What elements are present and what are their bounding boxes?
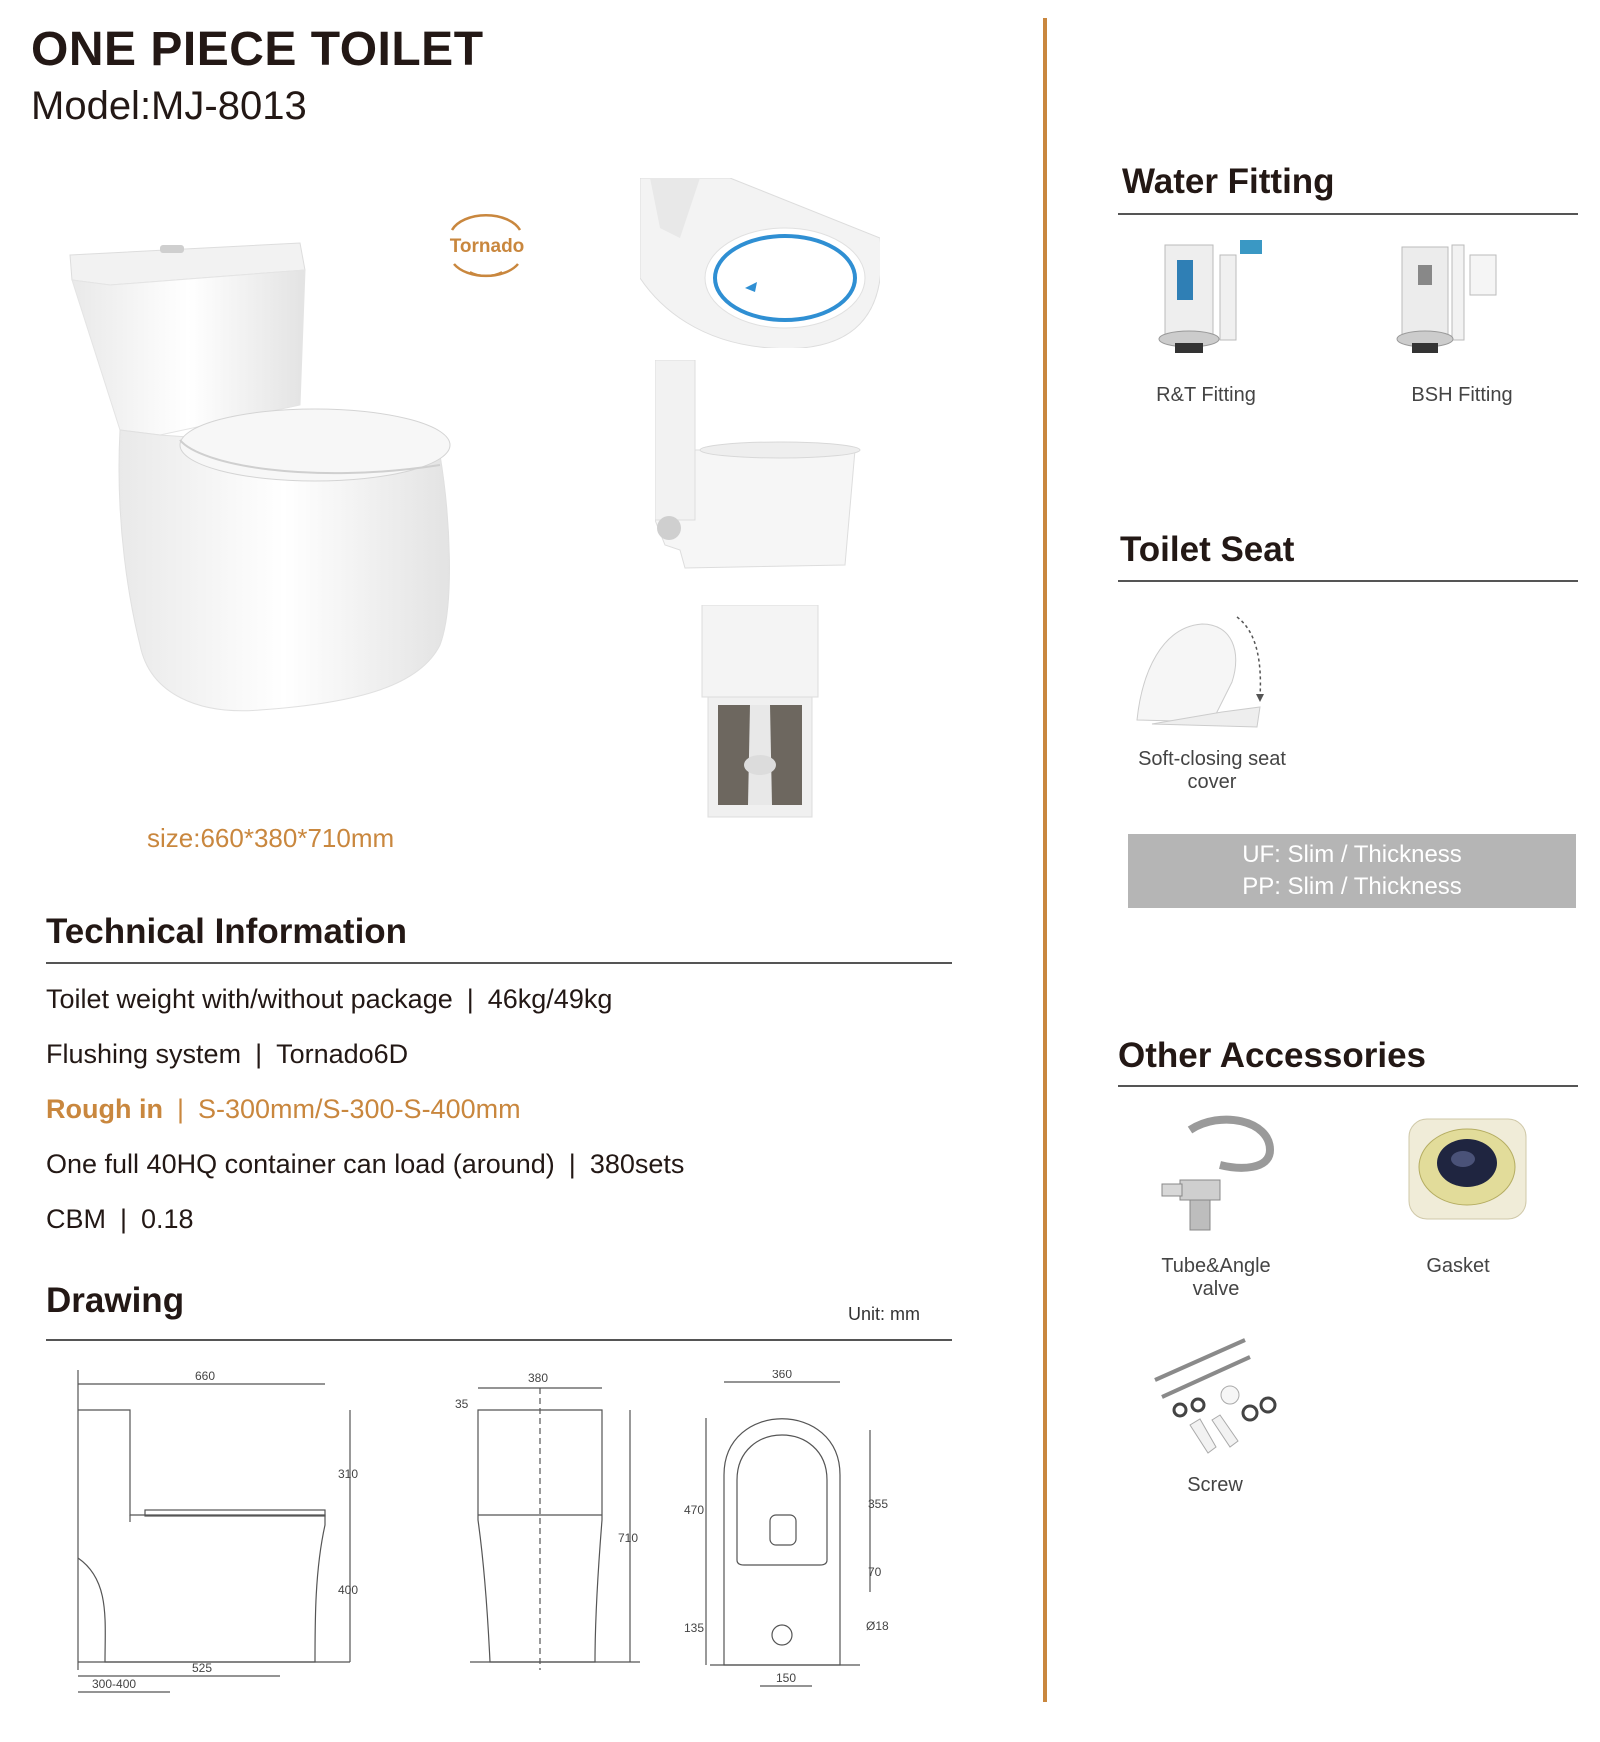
dim-300-400: 300-400 <box>92 1677 137 1691</box>
toilet-seat-rule <box>1118 580 1578 582</box>
toilet-seat-title: Toilet Seat <box>1120 530 1295 569</box>
spec-value: S-300mm/S-300-S-400mm <box>197 1094 521 1124</box>
screw-image <box>1150 1335 1280 1465</box>
drawing-unit: Unit: mm <box>848 1304 920 1324</box>
seat-cover-label-line2: cover <box>1187 771 1237 793</box>
dim-400: 400 <box>338 1583 359 1597</box>
water-fitting-rule <box>1118 213 1578 215</box>
dim-70: 70 <box>868 1565 882 1579</box>
rt-fitting-image <box>1155 235 1275 365</box>
tube-angle-valve-label-line2: valve <box>1192 1278 1240 1300</box>
seat-material-pp: PP: Slim / Thickness <box>1242 873 1462 900</box>
model-number: Model:MJ-8013 <box>31 84 307 128</box>
dim-525: 525 <box>192 1661 213 1675</box>
screw-label <box>1155 1474 1275 1497</box>
gasket-label-line1: Gasket <box>1426 1255 1490 1277</box>
drawing-rule <box>46 1339 952 1341</box>
dim-470: 470 <box>684 1503 705 1517</box>
dim-380: 380 <box>528 1371 549 1385</box>
dim-360: 360 <box>772 1370 793 1381</box>
product-size: size:660*380*710mm <box>147 823 395 853</box>
spec-value: 380sets <box>589 1149 685 1179</box>
spec-key: CBM <box>46 1204 106 1234</box>
toilet-side-image <box>655 360 865 585</box>
dim-35: 35 <box>455 1397 469 1411</box>
seat-cover-image <box>1132 612 1272 742</box>
spec-separator: | <box>255 1039 263 1069</box>
column-divider <box>1043 18 1047 1702</box>
tube-angle-valve-image <box>1160 1110 1280 1240</box>
gasket-label <box>1398 1255 1518 1278</box>
seat-material-uf: UF: Slim / Thickness <box>1242 841 1462 868</box>
tube-angle-valve-label-line1: Tube&Angle <box>1161 1255 1271 1277</box>
seat-material-box <box>1128 834 1576 908</box>
spec-row-weight <box>46 984 612 1015</box>
toilet-back-image <box>700 605 820 825</box>
dim-660: 660 <box>195 1370 216 1383</box>
spec-key: Rough in <box>46 1094 163 1124</box>
dim-135: 135 <box>684 1621 705 1635</box>
rt-fitting-label: R&T Fitting <box>1156 384 1256 406</box>
drawing-title: Drawing <box>46 1281 185 1320</box>
spec-value: 0.18 <box>141 1204 194 1234</box>
spec-separator: | <box>568 1149 576 1179</box>
tornado-badge: Tornado <box>449 236 525 257</box>
spec-value: 46kg/49kg <box>487 984 613 1014</box>
water-fitting-title: Water Fitting <box>1122 162 1335 201</box>
toilet-main-image <box>60 225 490 785</box>
technical-info-title: Technical Information <box>46 912 408 951</box>
spec-separator: | <box>176 1094 184 1124</box>
accessories-title: Other Accessories <box>1118 1036 1427 1075</box>
bsh-fitting-image <box>1390 235 1510 365</box>
screw-label-line1: Screw <box>1187 1474 1243 1496</box>
spec-row-container <box>46 1149 684 1180</box>
spec-key: Toilet weight with/without package <box>46 984 453 1014</box>
seat-cover-label <box>1112 748 1312 794</box>
spec-key: One full 40HQ container can load (around) <box>46 1149 555 1179</box>
bsh-fitting-label: BSH Fitting <box>1411 384 1513 406</box>
tube-angle-valve-label <box>1136 1255 1296 1301</box>
dim-310: 310 <box>338 1467 359 1481</box>
seat-cover-label-line1: Soft-closing seat <box>1138 748 1286 770</box>
spec-value: Tornado6D <box>276 1039 409 1069</box>
page-title: ONE PIECE TOILET <box>31 23 484 76</box>
dim-hole: Ø18 <box>866 1619 889 1633</box>
toilet-bowl-top-image <box>640 178 880 348</box>
gasket-image <box>1405 1115 1530 1225</box>
spec-row-rough-in <box>46 1094 521 1125</box>
technical-drawings <box>70 1370 950 1720</box>
spec-separator: | <box>466 984 474 1014</box>
accessories-rule <box>1118 1085 1578 1087</box>
technical-info-rule <box>46 962 952 964</box>
dim-355: 355 <box>868 1497 889 1511</box>
spec-key: Flushing system <box>46 1039 242 1069</box>
dim-150: 150 <box>776 1671 797 1685</box>
spec-separator: | <box>120 1204 128 1234</box>
spec-row-cbm <box>46 1204 194 1235</box>
dim-710: 710 <box>618 1531 639 1545</box>
spec-row-flushing <box>46 1039 408 1070</box>
